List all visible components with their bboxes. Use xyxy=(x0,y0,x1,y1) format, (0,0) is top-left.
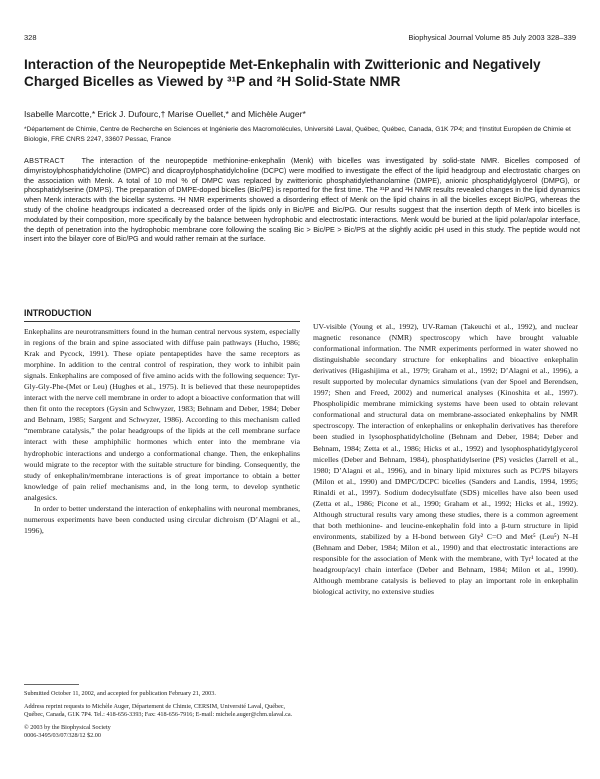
abstract-label: ABSTRACT xyxy=(24,156,65,165)
intro-paragraph-1: Enkephalins are neurotransmitters found in the human central nervous system, especially in regions of the brain and spine associated with diffuse pain pathways (Hucho, 1986; Krak and Pycock, 1991). These opiate pentapeptides have the same receptors as morphine. In addition to the central control of respiration, they work to inhibit pain signals. Enkephalins are composed of five amino acids with the following sequence: Tyr-Gly-Gly-Phe-(Met or Leu) (Hughes et al., 1975). It is believed that these neuropeptides interact with the nerve cell membrane in order to adopt a bioactive conformation that will then fit onto the receptors (Gysin and Schwyzer, 1983; Behnam and Deber, 1984; Deber and Behnam, 1985; Sargent and Schwyzer, 1986). According to this mechanism called “membrane catalysis,” the polar headgroups of the lipids at the cell membrane surface interact with these amphiphilic hormones which enter into the membrane via hydrophobic interactions and undergo a conformational change. Then, the enkephalins would migrate to the receptor with the suitable structure for binding. Consequently, the study of enkephalin/membrane interactions is of great importance to obtain a better knowledge of pain relief mechanisms and, in the long term, to develop synthetic analgesics. xyxy=(24,327,300,502)
intro-right-column xyxy=(313,321,578,597)
footnotes xyxy=(24,690,300,741)
intro-paragraph-2: In order to better understand the interaction of enkephalins with neuronal membranes, numerous experiments have been conducted using circular dichroism (D’Alagni et al., 1996), xyxy=(24,503,300,535)
author-list: Isabelle Marcotte,* Erick J. Dufourc,† Marise Ouellet,* and Michèle Auger* xyxy=(24,109,306,119)
issn-line: 0006-3495/03/07/328/12 $2.00 xyxy=(24,732,101,740)
abstract xyxy=(24,156,580,244)
intro-left-column xyxy=(24,326,300,536)
intro-paragraph-3: UV-visible (Young et al., 1992), UV-Raman (Takeuchi et al., 1992), and nuclear magnetic resonance (NMR) spectroscopy which have brought valuable conformational information. The NMR experiments performed in water showed no distinguishable secondary structure for enkephalins and bioactive enkephalin derivatives (Higashijima et al., 1979; Graham et al., 1992; D’Alagni et al., 1996), a result supported by molecular dynamics simulations (van der Spoel and Berendsen, 1997; Shen and Freed, 2002) and numerical analyses (Kinoshita et al., 1997). Phospholipidic membrane mimicking systems have been used to obtain relevant conformational and structural data on membrane-associated enkephalins by NMR spectroscopy. The interaction of enkephalins or enkephalin derivatives has therefore been studied in lysophosphatidylcholine (Behnam and Deber, 1984; Deber and Behnam, 1984; Zetta et al., 1986; Hicks et al., 1992) and lysophosphatidylglycerol micelles (Deber and Behnam, 1984), phosphatidylserine (PS) vesicles (Jarrell et al., 1980; D’Alagni et al., 1996), and in binary lipid mixtures such as PC/PS bilayers (Milon et al., 1990) and DMPC/DCPC bicelles (Sanders and Landis, 1994, 1995; Rinaldi et al., 1997). Sodium dodecylsulfate (SDS) micelles have also been used (Zetta et al., 1986; Picone et al., 1990; Graham et al., 1992; Hicks et al., 1992). Although structural results vary among these studies, there is a common agreement that both methionine- and leucine-enkephalin fold into a β-turn structure in lipid environments, stabilized by a H-bond between Gly² C=O and Met⁵ (Leu⁵) N–H (Behnam and Deber, 1984; Milon et al., 1990) and that electrostatic interactions are responsible for the association of Menk with the membrane, with Tyr¹ located at the headgroup/acyl chain interface (Deber and Behnam, 1984; Milon et al., 1990). Although membrane catalysis is believed to play an important role in enkephalin biological activity, no extensive studies xyxy=(313,322,578,597)
footnote-divider xyxy=(24,684,79,685)
submission-note: Submitted October 11, 2002, and accepted for publication February 21, 2003. xyxy=(24,690,216,697)
abstract-text: The interaction of the neuropeptide methionine-enkephalin (Menk) with bicelles was investigated by solid-state NMR. Bicelles composed of dimyristoylphosphatidylcholine (DMPC) and dicaproylphosphatidylcholine (DCPC) were modified to investigate the effect of the lipid headgroup and electrostatic charges on the association with Menk. A total of 10 mol % of DMPC was replaced by zwitterionic phosphatidylethanolamine (DMPE), anionic phosphatidylglycerol (DMPG), or phosphatidylserine (DMPS). The preparation of DMPE-doped bicelles (Bic/PE) is reported for the first time. The ³¹P and ²H NMR results revealed changes in the lipid dynamics when Menk interacts with the bicellar systems. ²H NMR experiments showed a disordering effect of Menk on the lipid chains in all the bicelles except Bic/PG, whereas the study of the choline headgroups indicated a decreased order of the lipids only in Bic/PE and Bic/PG. Our results suggest that the insertion depth of Merk into bicelles is modulated by their composition, more specifically by the balance between hydrophobic and electrostatic interactions. Menk would be buried at the lipid polar/apolar interface, the depth of penetration into the hydrophobic membrane core following the scaling Bic > Bic/PE > Bic/PS at the slightly acidic pH used in this study. The peptide would not insert into the bilayer core of Bic/PG and would rather remain at the surface. xyxy=(24,156,580,244)
paper-title: Interaction of the Neuropeptide Met-Enkephalin with Zwitterionic and Negatively Charged Bicelles as Viewed by ³¹P and ²H Solid-State NMR xyxy=(24,57,541,89)
running-header xyxy=(24,33,576,45)
reprint-address: Address reprint requests to Michèle Auger, Département de Chimie, CERSIM, Université Laval, Québec, Québec, Canada, G1K 7P4. Tel.: 418-656-3393; Fax: 418-656-7916; E-mail: michele.auger@chm.ulaval.ca. xyxy=(24,702,293,719)
section-heading-introduction: INTRODUCTION xyxy=(24,308,92,318)
section-divider xyxy=(24,321,300,322)
page-number: 328 xyxy=(24,33,37,42)
affiliations: *Département de Chimie, Centre de Recherche en Sciences et Ingénierie des Macromolécules, Université Laval, Québec, Québec, Canada, G1K 7P4; and †Institut Européen de Chimie et Biologie, FRE CNRS 2247, 33607 Pessac, France xyxy=(24,126,571,143)
copyright-line: © 2003 by the Biophysical Society xyxy=(24,723,111,731)
journal-info: Biophysical Journal Volume 85 July 2003 328–339 xyxy=(408,33,576,42)
